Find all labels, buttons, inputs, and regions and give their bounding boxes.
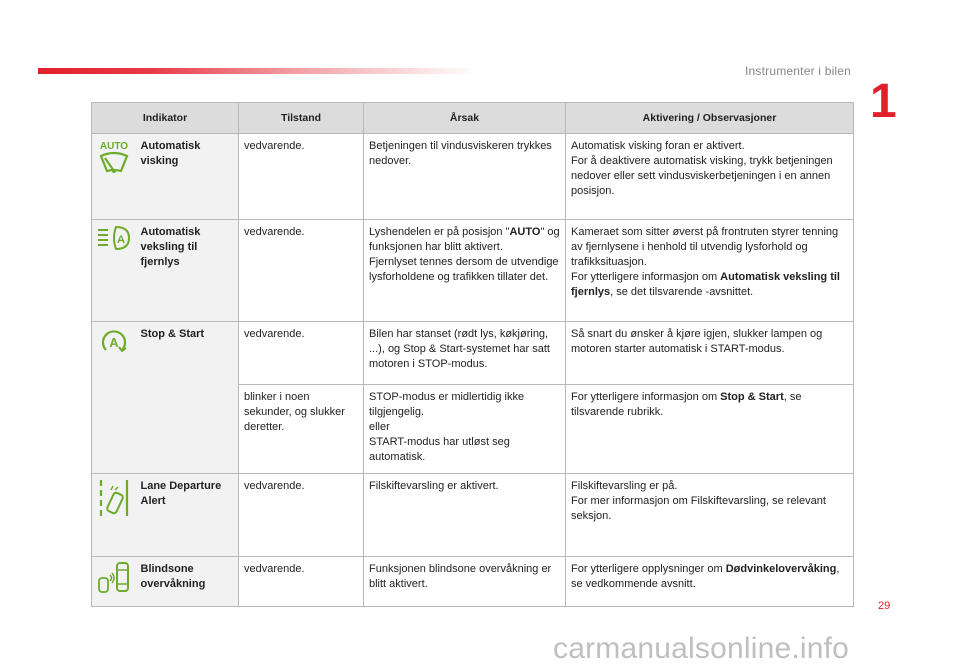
- indicator-state: vedvarende.: [239, 220, 364, 322]
- table-row: [92, 134, 854, 220]
- col-header-state: Tilstand: [239, 103, 364, 134]
- indicator-notes: For ytterligere informasjon om Stop & Start, se tilsvarende rubrikk.: [566, 385, 854, 474]
- col-header-indicator: Indikator: [92, 103, 239, 134]
- stop-start-icon: [98, 326, 130, 358]
- chapter-title: Instrumenter i bilen: [745, 64, 852, 78]
- indicator-notes: For ytterligere opplysninger om Dødvinkelovervåking, se vedkommende avsnitt.: [566, 557, 854, 607]
- svg-text:A: A: [116, 234, 125, 246]
- indicator-icon-cell: [92, 474, 136, 557]
- watermark: carmanualsonline.info: [553, 632, 850, 665]
- indicator-name: Blindsone overvåkning: [136, 557, 239, 607]
- indicator-state: vedvarende.: [239, 474, 364, 557]
- indicator-cause: STOP-modus er midlertidig ikke tilgjengelig. eller START-modus har utløst seg automatisk.: [364, 385, 566, 474]
- table-row: [92, 557, 854, 607]
- auto-wiper-icon: [96, 138, 132, 178]
- lane-departure-icon: [97, 478, 131, 518]
- svg-text:AUTO: AUTO: [99, 141, 128, 152]
- indicator-table: [91, 102, 854, 607]
- page-number: 29: [878, 600, 891, 612]
- blind-spot-icon: [96, 561, 132, 595]
- indicator-cause: Bilen har stanset (rødt lys, køkjøring, ...), og Stop & Start-systemet har satt motoren i STOP-modus.: [364, 322, 566, 385]
- header-accent-bar: [38, 68, 478, 74]
- indicator-cause: Betjeningen til vindusviskeren trykkes nedover.: [364, 134, 566, 220]
- indicator-icon-cell: [92, 557, 136, 607]
- indicator-notes: Automatisk visking foran er aktivert. For å deaktivere automatisk visking, trykk betjeningen nedover eller sett vindusviskerbetjeningen i en annen posisjon.: [566, 134, 854, 220]
- indicator-name: Automatisk visking: [136, 134, 239, 220]
- indicator-icon-cell: [92, 322, 136, 474]
- indicator-state: vedvarende.: [239, 557, 364, 607]
- indicator-state: vedvarende.: [239, 134, 364, 220]
- indicator-notes: Filskiftevarsling er på. For mer informasjon om Filskiftevarsling, se relevant seksjon.: [566, 474, 854, 557]
- indicator-name: Lane Departure Alert: [136, 474, 239, 557]
- indicator-cause: Lyshendelen er på posisjon "AUTO" og funksjonen har blitt aktivert. Fjernlyset tennes dersom de utvendige lysforholdene og trafikken tillater det.: [364, 220, 566, 322]
- table-row: [92, 322, 854, 385]
- indicator-name: Stop & Start: [136, 322, 239, 474]
- table-header-row: [92, 103, 854, 134]
- indicator-cause: Filskiftevarsling er aktivert.: [364, 474, 566, 557]
- col-header-notes: Aktivering / Observasjoner: [566, 103, 854, 134]
- indicator-cause: Funksjonen blindsone overvåkning er blitt aktivert.: [364, 557, 566, 607]
- col-header-cause: Årsak: [364, 103, 566, 134]
- auto-headlamp-icon: [96, 224, 132, 252]
- table-row: [92, 220, 854, 322]
- indicator-state: blinker i noen sekunder, og slukker deretter.: [239, 385, 364, 474]
- table-row: [92, 474, 854, 557]
- indicator-notes: Så snart du ønsker å kjøre igjen, slukker lampen og motoren starter automatisk i START-modus.: [566, 322, 854, 385]
- svg-text:A: A: [109, 335, 119, 350]
- chapter-number: 1: [870, 75, 897, 128]
- indicator-notes: Kameraet som sitter øverst på frontruten styrer tenning av fjernlysene i henhold til utvendig lysforhold og trafikksituasjon. For ytterligere informasjon om Automatisk veksling til fjernlys, se det tilsvarende -avsnittet.: [566, 220, 854, 322]
- indicator-icon-cell: [92, 220, 136, 322]
- indicator-icon-cell: [92, 134, 136, 220]
- indicator-name: Automatisk veksling til fjernlys: [136, 220, 239, 322]
- indicator-state: vedvarende.: [239, 322, 364, 385]
